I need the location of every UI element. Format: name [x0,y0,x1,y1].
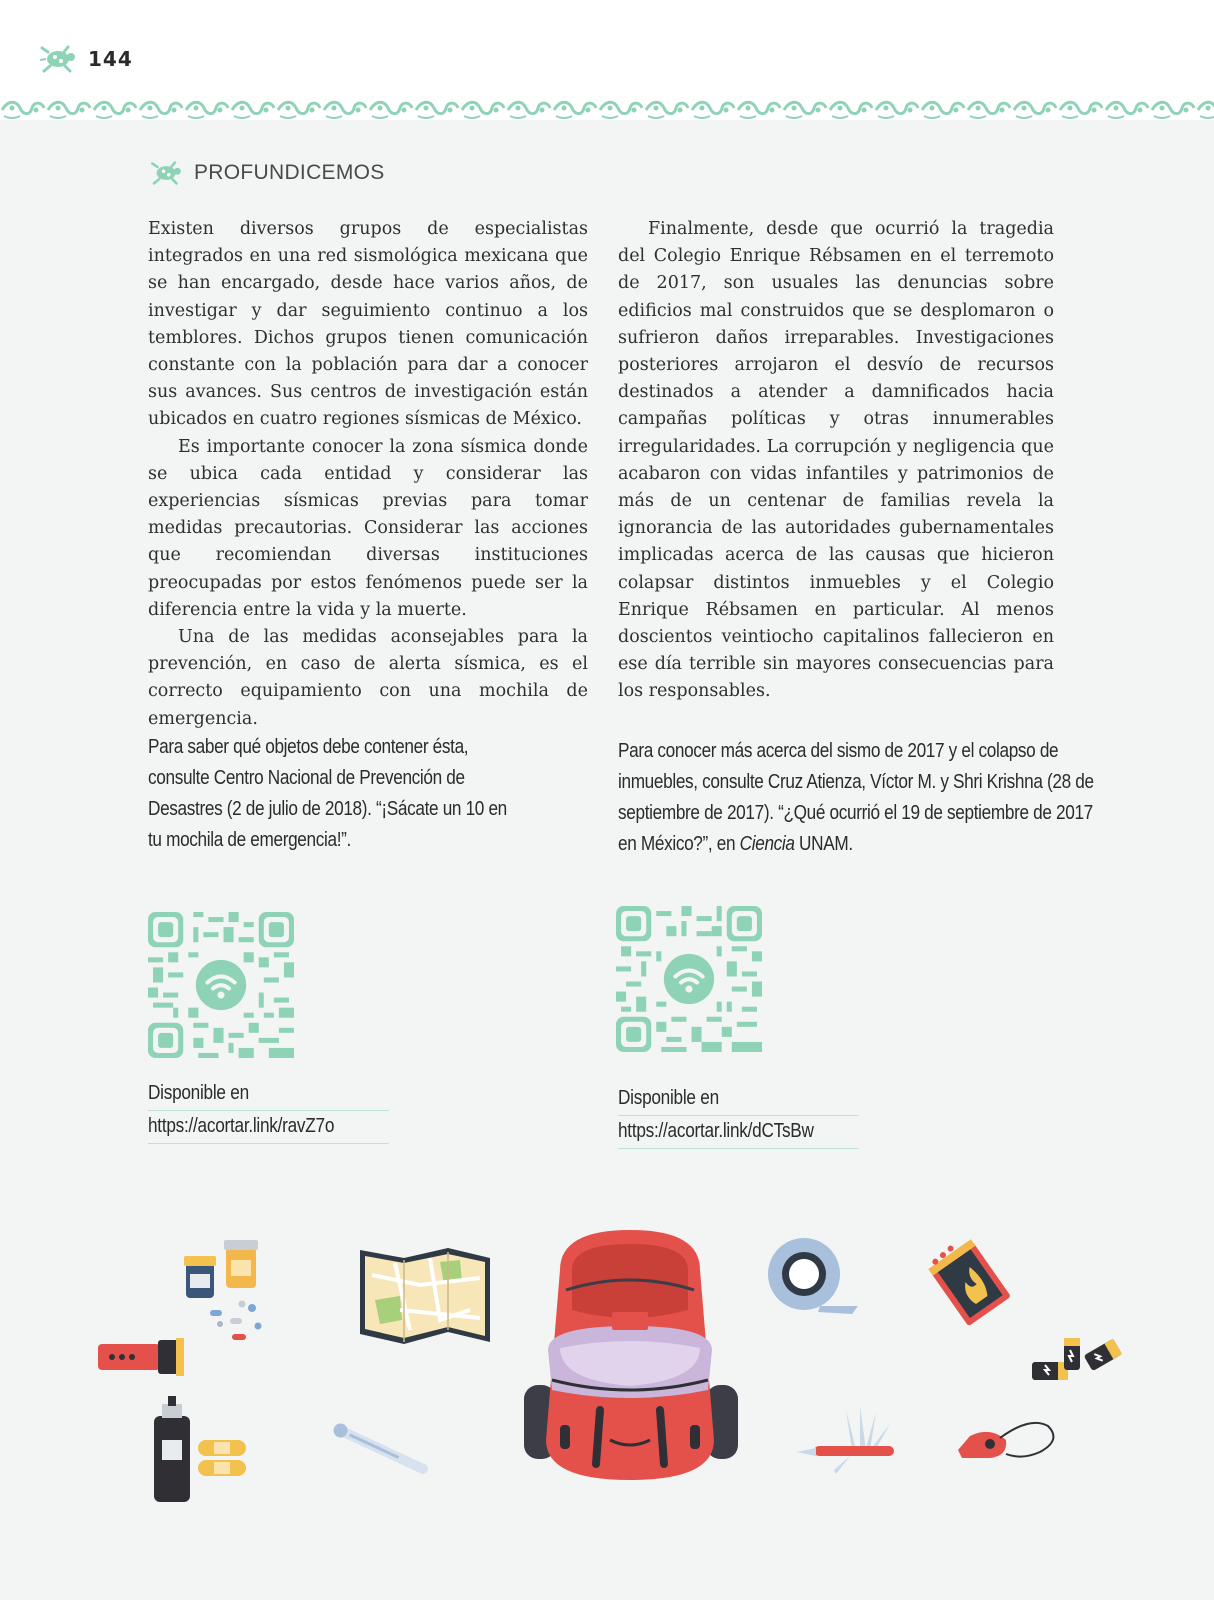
tape-icon [768,1238,858,1314]
turtle-ornament-icon [38,44,80,74]
whistle-icon [958,1423,1053,1458]
reference-text: Para saber qué objetos debe contener ésta, consulte Centro Nacional de Prevención de Desastres (2 de julio de 2018). “¡Sácate un 10 en tu mochila de emergencia!”. [148,736,507,851]
batteries-icon [1032,1338,1122,1380]
turtle-ornament-icon [148,160,186,186]
resource-link[interactable]: https://acortar.link/ravZ7o [148,1111,389,1144]
page-header [38,44,133,74]
paragraph: Finalmente, desde que ocurrió la tragedia del Colegio Enrique Rébsamen en el terremoto de 2017, son usuales las denuncias sobre edificios mal construidos que se desplomaron o sufrieron daños irreparables. Investigaciones posteriores arrojaron el desvío de recursos destinados a atender a damnificados hacia campañas políticas y otras innumerables irregularidades. La corrupción y negligencia que acabaron con vidas infantiles y patrimonios de más de un centenar de familias revela la ignorancia de las autoridades gubernamentales implicadas acerca de las causas que hicieron colapsar distintos inmuebles y el Colegio Enrique Rébsamen en particular. Al menos doscientos veintiocho capitalinos fallecieron en ese día terrible sin mayores consecuencias para los responsables. [618,219,1054,702]
resource-link[interactable]: https://acortar.link/dCTsBw [618,1116,859,1149]
paragraph: Una de las medidas aconsejables para la prevención, en caso de alerta sísmica, es el correcto equipamiento con una mochila de emergencia. [148,627,588,729]
body-column-right [618,216,1054,706]
reference-text: Para conocer más acerca del sismo de 2017 y el colapso de inmuebles, consulte Cruz Atienza, Víctor M. y Shri Krishna (28 de septiembre de 2017). “¿Qué ocurrió el 19 de septiembre de 2017 en México?”, en [618,740,1094,855]
qr-code[interactable] [616,906,762,1052]
available-label: Disponible en [148,1078,389,1111]
medicine-icon [184,1240,262,1340]
reference-note-left [148,732,518,856]
spray-icon [154,1396,190,1502]
matches-icon [924,1233,1011,1326]
publication-name: Ciencia [739,833,795,855]
availability-block-right [618,1083,859,1149]
reference-note-right [618,736,1100,860]
availability-block-left [148,1078,389,1144]
backpack-icon [524,1230,738,1480]
map-icon [360,1248,490,1344]
body-column-left [148,216,588,733]
paragraph: Existen diversos grupos de especialistas integrados en una red sismológica mexicana que se han encargado, desde hace varios años, de investigar y dar seguimiento continuo a los temblores. Dichos grupos tienen comunicación constante con la población para dar a conocer sus avances. Sus centros de investigación están ubicados en cuatro regiones sísmicas de México. [148,219,588,430]
thermometer-icon [331,1421,430,1477]
section-header [148,160,385,186]
bandages-icon [198,1440,246,1476]
available-label: Disponible en [618,1083,859,1116]
publication-suffix: UNAM. [794,833,853,855]
flashlight-icon [98,1338,184,1376]
decorative-border [0,96,1214,122]
paragraph: Es importante conocer la zona sísmica donde se ubica cada entidad y considerar las experiencias sísmicas previas para tomar medidas precautorias. Considerar las acciones que recomiendan diversas instituciones preocupadas por estos fenómenos puede ser la diferencia entre la vida y la muerte. [148,436,588,620]
emergency-kit-illustration [0,1230,1214,1520]
section-title: PROFUNDICEMOS [194,161,385,184]
page-number: 144 [88,47,133,71]
qr-code[interactable] [148,912,294,1058]
pocket-knife-icon [796,1406,894,1474]
